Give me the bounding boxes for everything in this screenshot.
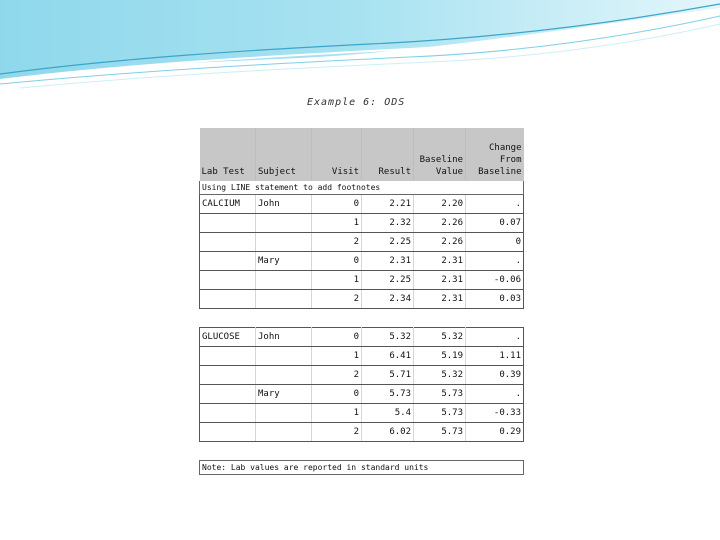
cell-result: 2.25 (362, 271, 414, 290)
cell-baseline-value: 5.32 (414, 328, 466, 347)
cell-subject: Mary (256, 252, 312, 271)
lab-results-table (199, 128, 524, 475)
table-row (200, 233, 524, 252)
cell-baseline-value: 2.20 (414, 195, 466, 214)
table-header-row (200, 128, 524, 181)
cell-visit: 2 (312, 366, 362, 385)
header-baseline-value (414, 128, 466, 181)
cell-subject (256, 233, 312, 252)
cell-change-from-baseline: 0.29 (466, 423, 524, 442)
cell-subject: John (256, 328, 312, 347)
cell-subject: Mary (256, 385, 312, 404)
cell-lab-test (200, 271, 256, 290)
cell-baseline-value: 2.26 (414, 214, 466, 233)
cell-visit: 1 (312, 271, 362, 290)
cell-change-from-baseline: 0.39 (466, 366, 524, 385)
cell-visit: 2 (312, 233, 362, 252)
table-row (200, 404, 524, 423)
cell-change-from-baseline: 1.11 (466, 347, 524, 366)
top-note: Using LINE statement to add footnotes (200, 181, 524, 195)
cell-baseline-value: 2.26 (414, 233, 466, 252)
cell-change-from-baseline: 0.03 (466, 290, 524, 309)
table-row (200, 271, 524, 290)
cell-result: 2.31 (362, 252, 414, 271)
cell-visit: 1 (312, 404, 362, 423)
cell-lab-test (200, 290, 256, 309)
cell-visit: 2 (312, 423, 362, 442)
cell-baseline-value: 2.31 (414, 252, 466, 271)
cell-result: 2.21 (362, 195, 414, 214)
cell-lab-test: GLUCOSE (200, 328, 256, 347)
table-row (200, 328, 524, 347)
bottom-note-row (200, 461, 524, 475)
cell-baseline-value: 5.73 (414, 385, 466, 404)
table-row (200, 195, 524, 214)
cell-subject (256, 290, 312, 309)
table-row (200, 214, 524, 233)
header-result: Result (362, 128, 414, 181)
header-wave-decoration (0, 0, 720, 90)
table-row (200, 423, 524, 442)
group-spacer-cell (200, 309, 524, 328)
cell-subject (256, 271, 312, 290)
table-row (200, 290, 524, 309)
cell-change-from-baseline: 0.07 (466, 214, 524, 233)
cell-change-from-baseline: . (466, 252, 524, 271)
cell-visit: 0 (312, 195, 362, 214)
top-note-row (200, 181, 524, 195)
cell-lab-test (200, 252, 256, 271)
cell-result: 5.4 (362, 404, 414, 423)
header-change-line3: Baseline (478, 167, 522, 177)
cell-subject (256, 347, 312, 366)
cell-lab-test (200, 233, 256, 252)
cell-result: 6.41 (362, 347, 414, 366)
footer-spacer-row (200, 442, 524, 461)
group-spacer-row (200, 309, 524, 328)
ods-output-image (157, 90, 557, 496)
header-baseline-line1: Baseline (419, 155, 463, 165)
cell-result: 5.73 (362, 385, 414, 404)
cell-subject: John (256, 195, 312, 214)
table-row (200, 252, 524, 271)
cell-lab-test (200, 385, 256, 404)
cell-visit: 1 (312, 214, 362, 233)
header-change-line2: From (499, 155, 522, 165)
cell-baseline-value: 2.31 (414, 290, 466, 309)
cell-result: 5.71 (362, 366, 414, 385)
cell-lab-test: CALCIUM (200, 195, 256, 214)
cell-visit: 0 (312, 328, 362, 347)
cell-baseline-value: 5.32 (414, 366, 466, 385)
cell-baseline-value: 5.73 (414, 423, 466, 442)
table-row (200, 347, 524, 366)
cell-change-from-baseline: . (466, 385, 524, 404)
header-change-line1: Change (488, 143, 522, 153)
cell-baseline-value: 5.73 (414, 404, 466, 423)
cell-visit: 1 (312, 347, 362, 366)
table-row (200, 385, 524, 404)
bottom-note: Note: Lab values are reported in standard units (200, 461, 524, 475)
cell-visit: 0 (312, 385, 362, 404)
cell-change-from-baseline: 0 (466, 233, 524, 252)
header-baseline-line2: Value (435, 167, 463, 177)
cell-baseline-value: 2.31 (414, 271, 466, 290)
cell-result: 2.32 (362, 214, 414, 233)
cell-change-from-baseline: . (466, 328, 524, 347)
cell-change-from-baseline: -0.33 (466, 404, 524, 423)
cell-subject (256, 404, 312, 423)
cell-visit: 0 (312, 252, 362, 271)
header-subject: Subject (256, 128, 312, 181)
header-visit: Visit (312, 128, 362, 181)
cell-lab-test (200, 214, 256, 233)
header-change-from-baseline (466, 128, 524, 181)
cell-subject (256, 366, 312, 385)
cell-lab-test (200, 347, 256, 366)
cell-change-from-baseline: -0.06 (466, 271, 524, 290)
cell-subject (256, 214, 312, 233)
cell-visit: 2 (312, 290, 362, 309)
cell-result: 2.25 (362, 233, 414, 252)
footer-spacer-cell (200, 442, 524, 461)
cell-result: 5.32 (362, 328, 414, 347)
table-row (200, 366, 524, 385)
cell-lab-test (200, 404, 256, 423)
cell-change-from-baseline: . (466, 195, 524, 214)
slide-title: Example 6: ODS (307, 97, 406, 108)
cell-baseline-value: 5.19 (414, 347, 466, 366)
cell-subject (256, 423, 312, 442)
cell-result: 6.02 (362, 423, 414, 442)
header-lab-test: Lab Test (200, 128, 256, 181)
cell-lab-test (200, 366, 256, 385)
cell-lab-test (200, 423, 256, 442)
cell-result: 2.34 (362, 290, 414, 309)
